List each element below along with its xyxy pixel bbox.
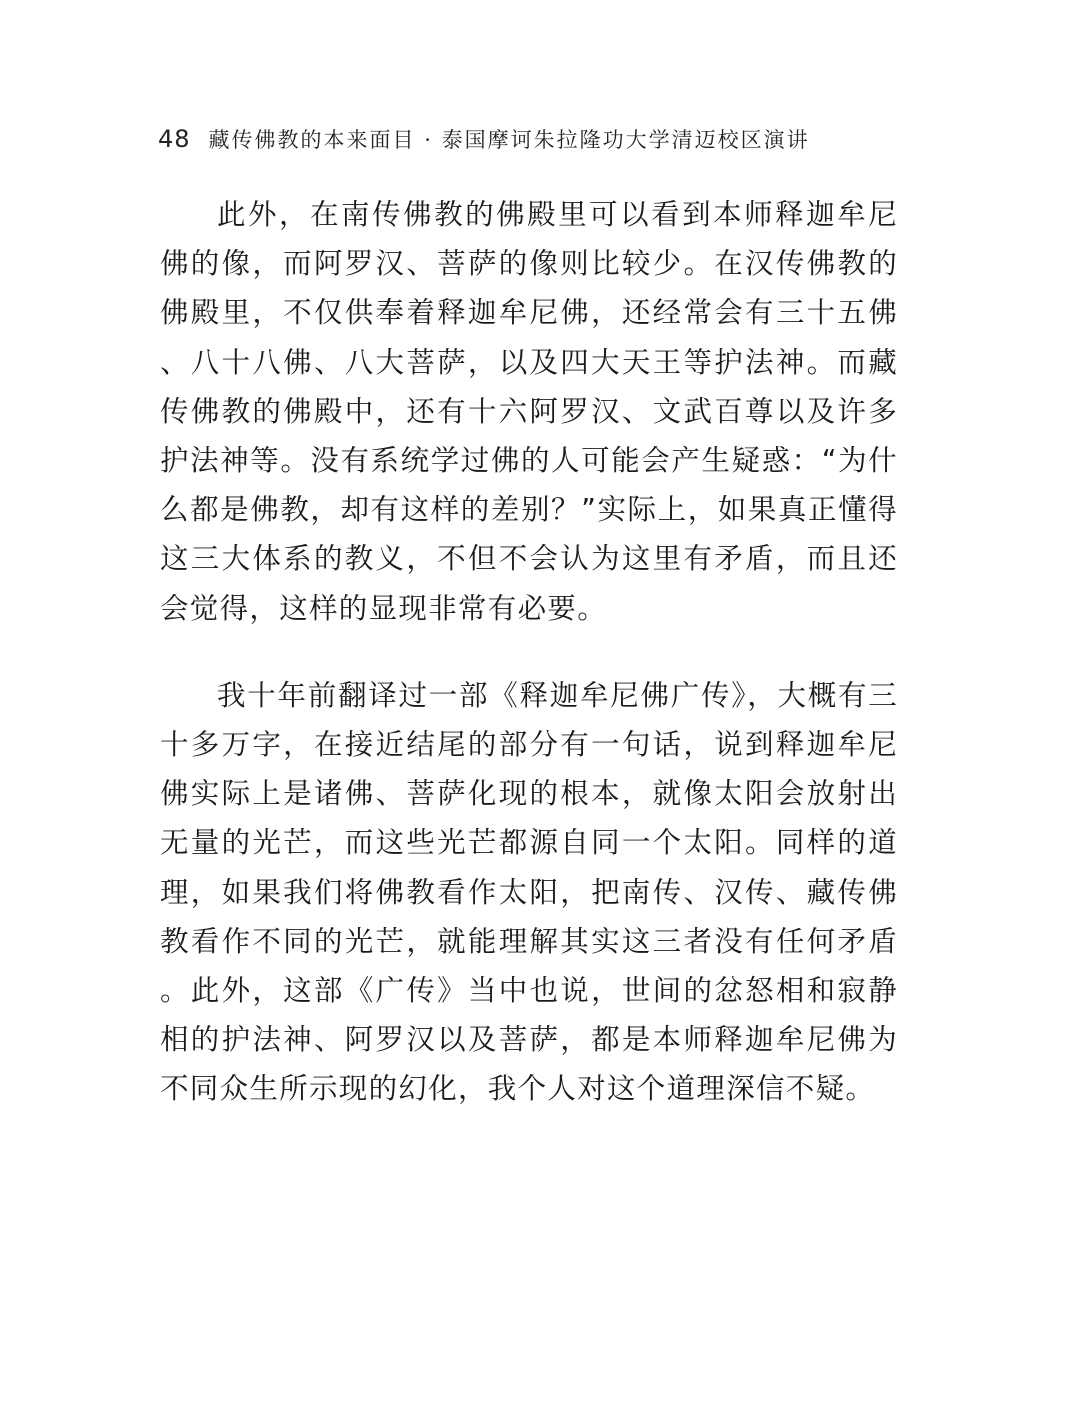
page-number: 48 bbox=[158, 125, 191, 153]
running-header bbox=[158, 124, 918, 160]
running-header-title: 藏传佛教的本来面目 · 泰国摩诃朱拉隆功大学清迈校区演讲 bbox=[208, 128, 810, 152]
paragraph-2: 我十年前翻译过一部《释迦牟尼佛广传》，大概有三十多万字，在接近结尾的部分有一句话，说到释迦牟尼佛实际上是诸佛、菩萨化现的根本，就像太阳会放射出无量的光芒，而这些光芒都源自同一个太阳。同样的道理，如果我们将佛教看作太阳，把南传、汉传、藏传佛教看作不同的光芒，就能理解其实这三者没有任何矛盾。此外，这部《广传》当中也说，世间的忿怒相和寂静相的护法神、阿罗汉以及菩萨，都是本师释迦牟尼佛为不同众生所示现的幻化，我个人对这个道理深信不疑。 bbox=[160, 678, 898, 1106]
paragraph-1: 此外，在南传佛教的佛殿里可以看到本师释迦牟尼佛的像，而阿罗汉、菩萨的像则比较少。在汉传佛教的佛殿里，不仅供奉着释迦牟尼佛，还经常会有三十五佛、八十八佛、八大菩萨，以及四大天王等护法神。而藏传佛教的佛殿中，还有十六阿罗汉、文武百尊以及许多护法神等。没有系统学过佛的人可能会产生疑惑：“为什么都是佛教，却有这样的差别？”实际上，如果真正懂得这三大体系的教义，不但不会认为这里有矛盾，而且还会觉得，这样的显现非常有必要。 bbox=[160, 198, 898, 625]
body-text bbox=[160, 190, 898, 1114]
